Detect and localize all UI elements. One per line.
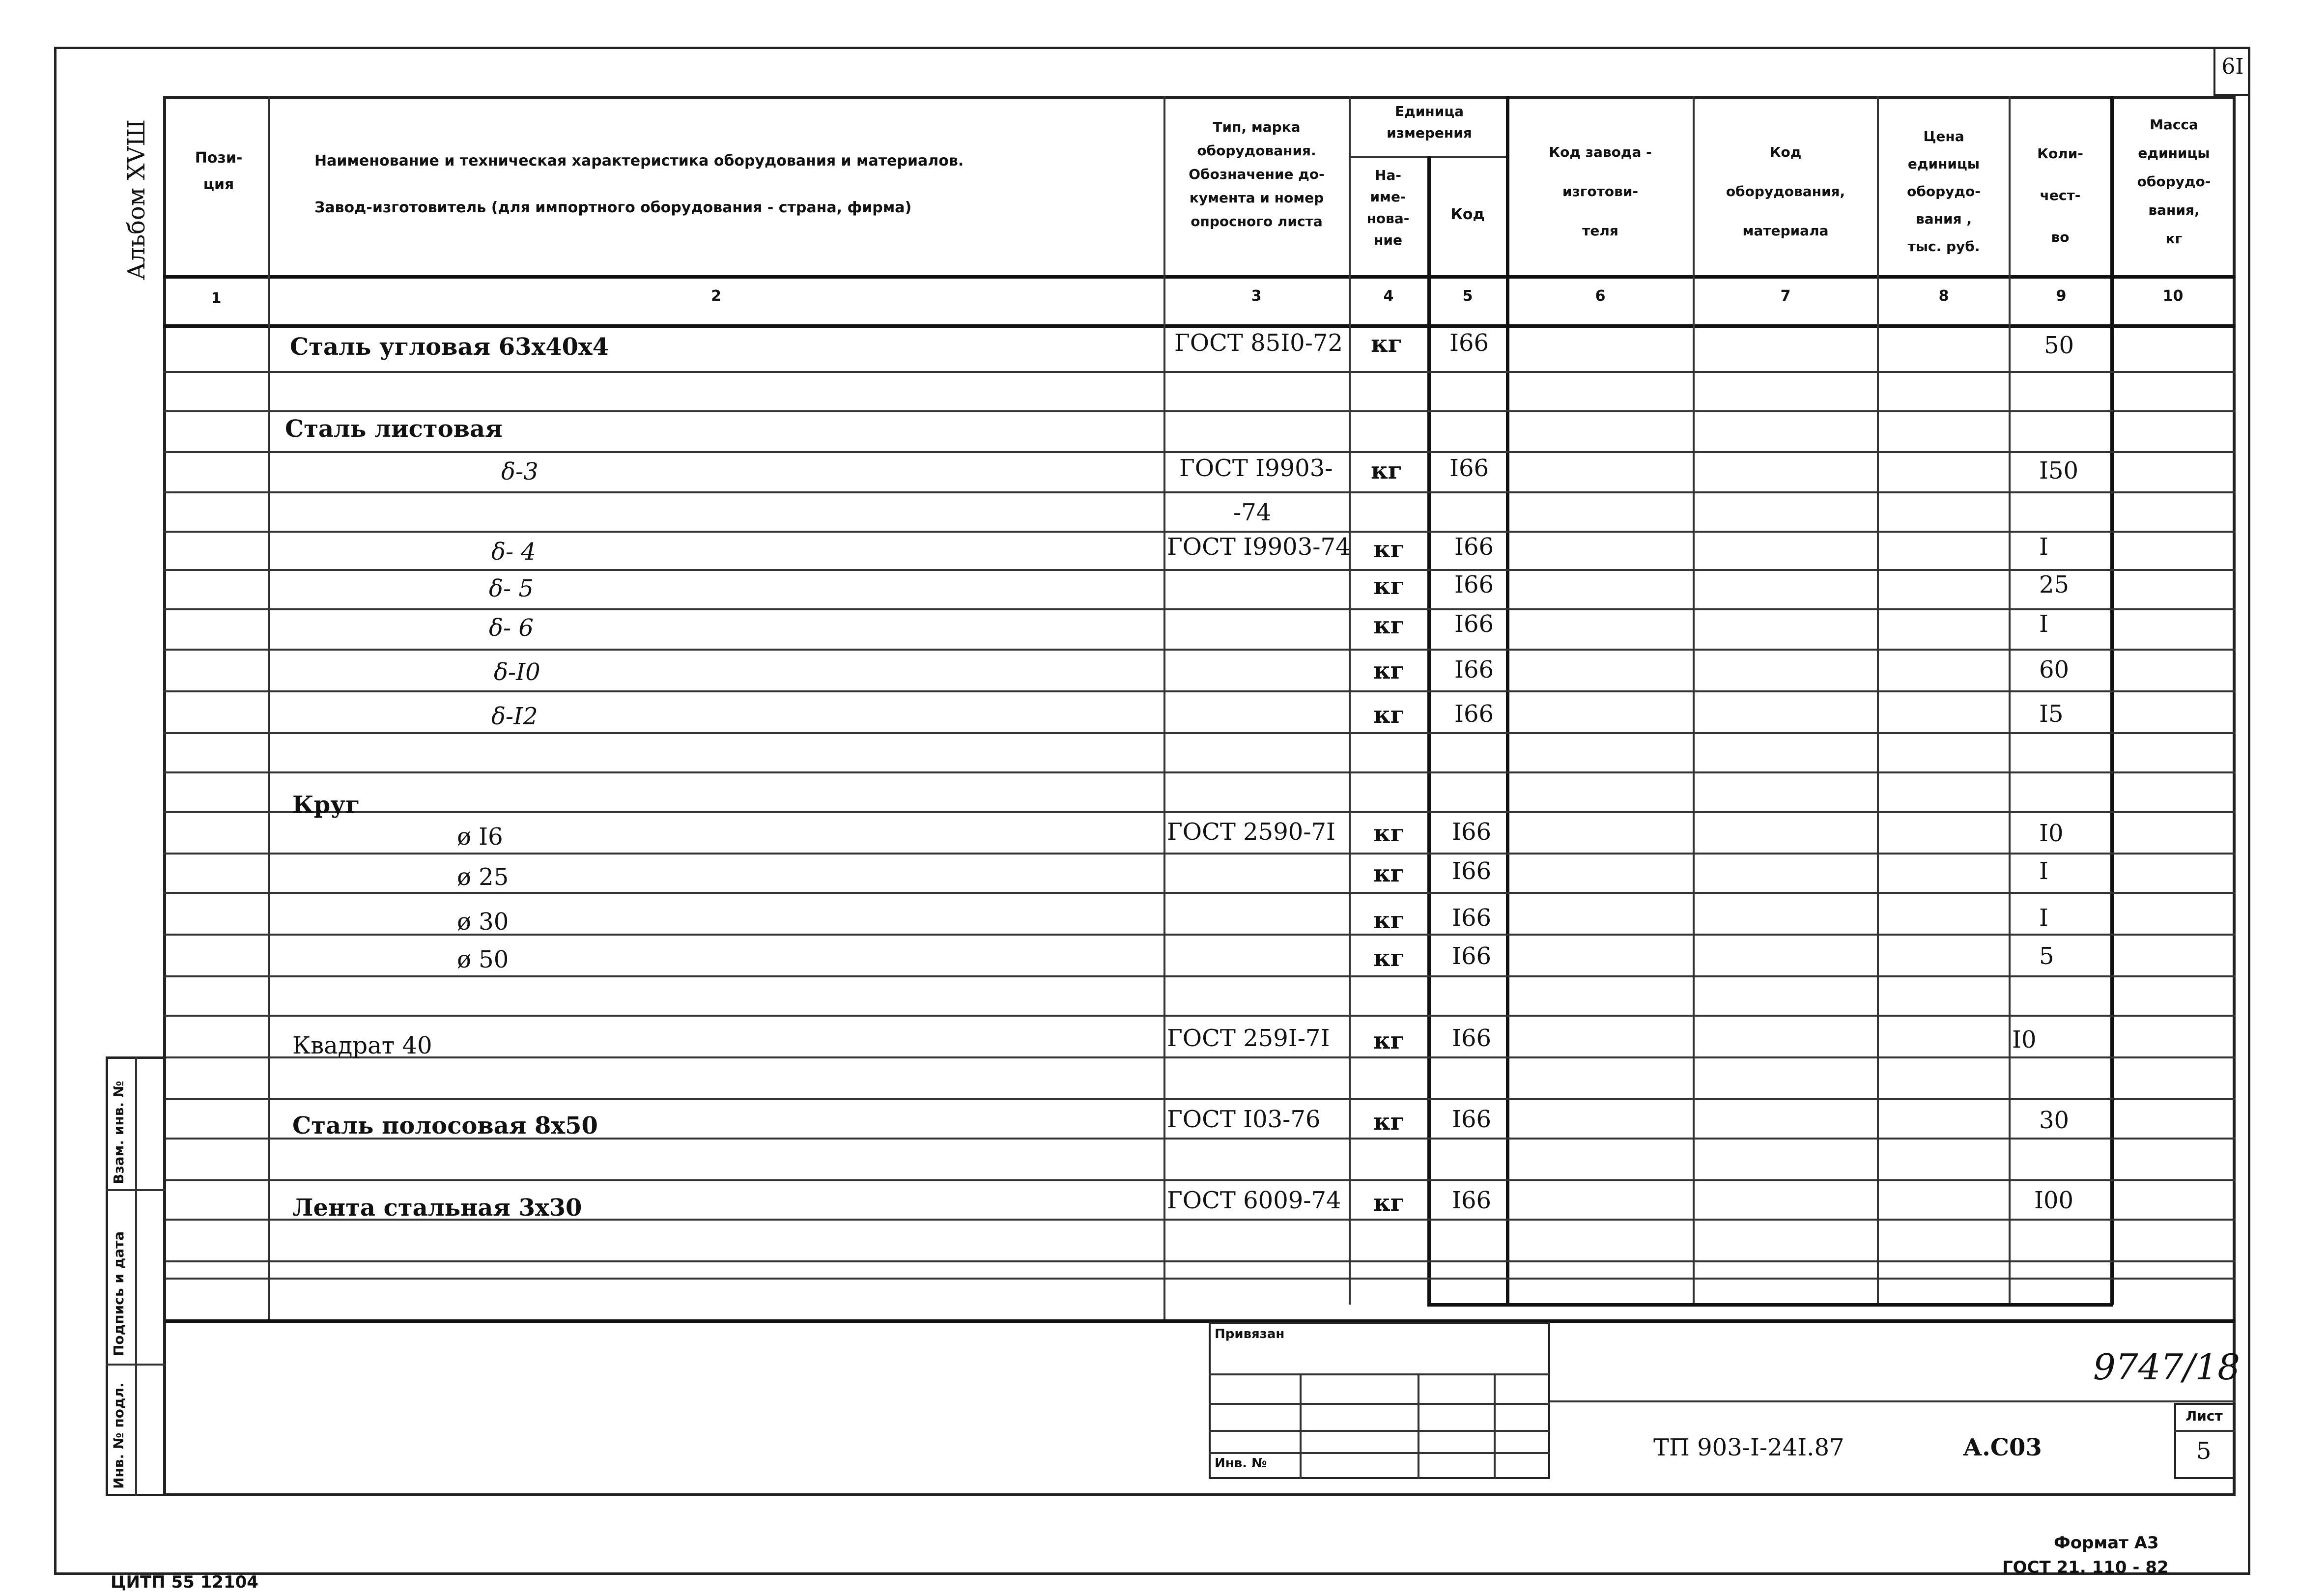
row-line <box>163 771 2236 773</box>
row-line <box>163 853 2236 855</box>
row-line <box>163 732 2236 734</box>
row-name: Квадрат 40 <box>292 1032 432 1059</box>
row-name: Сталь полосовая 8х50 <box>292 1112 598 1140</box>
row-qty: I <box>2039 533 2048 561</box>
header-col2: Наименование и техническая характеристика оборудования и материалов. Завод-изготовитель (для импортного оборудования - страна, фирма) <box>314 152 964 216</box>
row-code: I66 <box>1452 1106 1492 1133</box>
row-line <box>163 892 2236 894</box>
table-bottom-line <box>163 1319 2236 1323</box>
row-line <box>163 690 2236 692</box>
row-doc: ГОСТ I03-76 <box>1167 1106 1321 1133</box>
row-qty: I50 <box>2039 457 2079 484</box>
colnum-3: 3 <box>1251 287 1262 305</box>
row-code: I66 <box>1454 610 1494 638</box>
colnum-7: 7 <box>1780 287 1791 305</box>
colnum-1: 1 <box>211 290 222 307</box>
row-qty: 50 <box>2044 332 2074 359</box>
colnum-bottom-line <box>163 324 2236 328</box>
row-name: ø I6 <box>457 823 503 851</box>
row-unit: кг <box>1373 701 1405 729</box>
doc-code: ТП 903-I-24I.87 <box>1653 1434 1844 1461</box>
colnum-9: 9 <box>2056 287 2067 305</box>
header-col5: Код <box>1450 206 1485 223</box>
row-name: ø 30 <box>457 908 509 936</box>
row-unit: кг <box>1373 860 1405 887</box>
sheet-box-line <box>2174 1430 2236 1432</box>
row-name: Сталь листовая <box>285 415 503 443</box>
row-code: I66 <box>1449 329 1489 357</box>
row-line <box>163 491 2236 493</box>
header-col1: Пози- ция <box>195 149 243 193</box>
row-name: δ-I0 <box>494 658 540 686</box>
row-doc: ГОСТ 85I0-72 <box>1174 329 1343 357</box>
row-unit: кг <box>1371 457 1403 484</box>
footer-tsitp: ЦИТП 55 12104 <box>111 1572 258 1592</box>
row-name: ø 50 <box>457 946 509 973</box>
row-unit: кг <box>1373 820 1405 847</box>
header-col9: Коли- чест- во <box>2037 145 2083 245</box>
row-name: Сталь угловая 63х40х4 <box>290 333 609 361</box>
row-unit: кг <box>1373 1027 1405 1054</box>
row-unit: кг <box>1373 536 1405 563</box>
album-code: А.С03 <box>1963 1434 2042 1461</box>
row-unit: кг <box>1373 572 1405 600</box>
row-unit: кг <box>1373 1108 1405 1136</box>
row-unit: кг <box>1373 944 1405 972</box>
row-qty: I00 <box>2034 1187 2074 1214</box>
header-col3: Тип, марка оборудования. Обозначение до- кумента и номер опросного листа <box>1189 119 1325 229</box>
side-stamp-vzam: Взам. инв. № <box>111 1081 127 1184</box>
col-divider-4 <box>1427 156 1431 1305</box>
side-stamp-line <box>106 1364 166 1366</box>
row-code: I66 <box>1452 818 1492 846</box>
row-name: δ-I2 <box>491 703 538 730</box>
row-doc: ГОСТ 259I-7I <box>1167 1025 1330 1052</box>
side-stamp-inv: Инв. № подл. <box>111 1382 127 1489</box>
side-stamp-divider <box>135 1056 137 1496</box>
row-code: I66 <box>1452 904 1492 932</box>
title-doc-line <box>1550 1400 2236 1402</box>
header-col6: Код завода - изготови- теля <box>1549 144 1652 239</box>
col-divider-5 <box>1506 96 1509 1305</box>
row-line <box>163 569 2236 571</box>
col-divider-1 <box>268 96 270 1319</box>
drawing-frame <box>163 96 2236 1496</box>
row-doc: ГОСТ 2590-7I <box>1167 818 1336 846</box>
header-col4: На- име- нова- ние <box>1366 167 1410 248</box>
row-code: I66 <box>1454 700 1494 728</box>
row-unit: кг <box>1371 330 1403 358</box>
row-doc: ГОСТ I9903- <box>1179 455 1333 482</box>
row-name: δ- 4 <box>491 538 536 566</box>
sheet-value: 5 <box>2196 1437 2212 1465</box>
privyazan-label: Привязан <box>1215 1327 1285 1341</box>
inv-no-label: Инв. № <box>1215 1456 1267 1471</box>
colnum-6: 6 <box>1595 287 1606 305</box>
row-unit: кг <box>1373 612 1405 639</box>
row-qty: I <box>2039 610 2048 638</box>
row-qty: 25 <box>2039 571 2070 598</box>
row-code: I66 <box>1449 455 1489 482</box>
header-unit-group: Единица измерения <box>1387 103 1472 141</box>
row-line <box>163 1098 2236 1100</box>
qty-box-bottom <box>1427 1303 2113 1307</box>
row-code: I66 <box>1454 533 1494 561</box>
row-qty: 30 <box>2039 1107 2070 1134</box>
privyazan-line <box>1209 1452 1550 1454</box>
row-code: I66 <box>1454 571 1494 598</box>
row-qty: I0 <box>2039 820 2064 847</box>
col-divider-2 <box>1163 96 1165 1319</box>
header-col8: Цена единицы оборудо- вания , тыс. руб. <box>1907 128 1981 255</box>
sheet-number-top: 6I <box>2221 54 2244 79</box>
row-line <box>163 1260 2236 1262</box>
row-line <box>163 531 2236 533</box>
row-line <box>163 1179 2236 1181</box>
row-line <box>163 1056 2236 1058</box>
privyazan-line <box>1209 1430 1550 1432</box>
row-name: ø 25 <box>457 863 509 891</box>
row-unit: кг <box>1373 657 1405 684</box>
colnum-10: 10 <box>2162 287 2184 305</box>
header-bottom-line <box>163 275 2236 279</box>
row-qty: 5 <box>2039 942 2054 970</box>
col-divider-7 <box>1877 96 1879 1305</box>
row-code: I66 <box>1452 1187 1492 1214</box>
row-unit: кг <box>1373 907 1405 934</box>
privyazan-line <box>1209 1373 1550 1375</box>
handwritten-number: 9747/18 <box>2093 1346 2241 1388</box>
row-code: I66 <box>1452 857 1492 885</box>
header-col10: Масса единицы оборудо- вания, кг <box>2137 116 2211 247</box>
privyazan-line <box>1209 1403 1550 1405</box>
row-line <box>163 371 2236 373</box>
row-unit: кг <box>1373 1189 1405 1217</box>
row-qty: 60 <box>2039 656 2070 684</box>
privyazan-col <box>1418 1373 1419 1479</box>
row-doc: ГОСТ I9903-74 <box>1167 533 1351 561</box>
row-name: δ- 6 <box>489 614 534 642</box>
header-col7: Код оборудования, материала <box>1726 144 1845 239</box>
row-qty: I <box>2039 904 2048 932</box>
row-doc: ГОСТ 6009-74 <box>1167 1187 1341 1214</box>
privyazan-col <box>1300 1373 1302 1479</box>
row-name: δ- 5 <box>489 575 534 602</box>
row-name: δ-3 <box>501 458 539 485</box>
col-divider-8 <box>2009 96 2011 1305</box>
row-name: Круг <box>292 791 360 819</box>
privyazan-col <box>1494 1373 1496 1479</box>
row-doc: -74 <box>1233 499 1272 526</box>
row-qty: I0 <box>2012 1026 2037 1054</box>
sheet-label: Лист <box>2185 1408 2223 1424</box>
side-stamp-line <box>106 1189 166 1191</box>
colnum-5: 5 <box>1462 287 1473 305</box>
row-qty: I <box>2039 857 2048 885</box>
row-line <box>163 410 2236 412</box>
row-line <box>163 811 2236 813</box>
row-name: Лента стальная 3х30 <box>292 1194 582 1222</box>
col-divider-6 <box>1693 96 1695 1305</box>
footer-format: Формат А3 <box>2054 1533 2159 1553</box>
row-code: I66 <box>1454 656 1494 684</box>
col-divider-9 <box>2110 96 2114 1305</box>
colnum-4: 4 <box>1383 287 1394 305</box>
col-divider-3 <box>1349 96 1351 1305</box>
colnum-2: 2 <box>711 287 721 305</box>
row-line <box>163 451 2236 453</box>
row-line <box>163 975 2236 977</box>
row-line <box>163 608 2236 610</box>
album-label: Альбом XVШ <box>123 119 150 280</box>
privyazan-box <box>1209 1322 1550 1479</box>
row-line <box>163 1015 2236 1017</box>
row-line <box>163 1278 2236 1280</box>
row-code: I66 <box>1452 1025 1492 1052</box>
colnum-8: 8 <box>1938 287 1949 305</box>
row-code: I66 <box>1452 942 1492 970</box>
row-qty: I5 <box>2039 700 2064 728</box>
side-stamp-podpis: Подпись и дата <box>111 1231 127 1356</box>
row-line <box>163 649 2236 651</box>
footer-gost: ГОСТ 21. 110 - 82 <box>2002 1558 2169 1577</box>
